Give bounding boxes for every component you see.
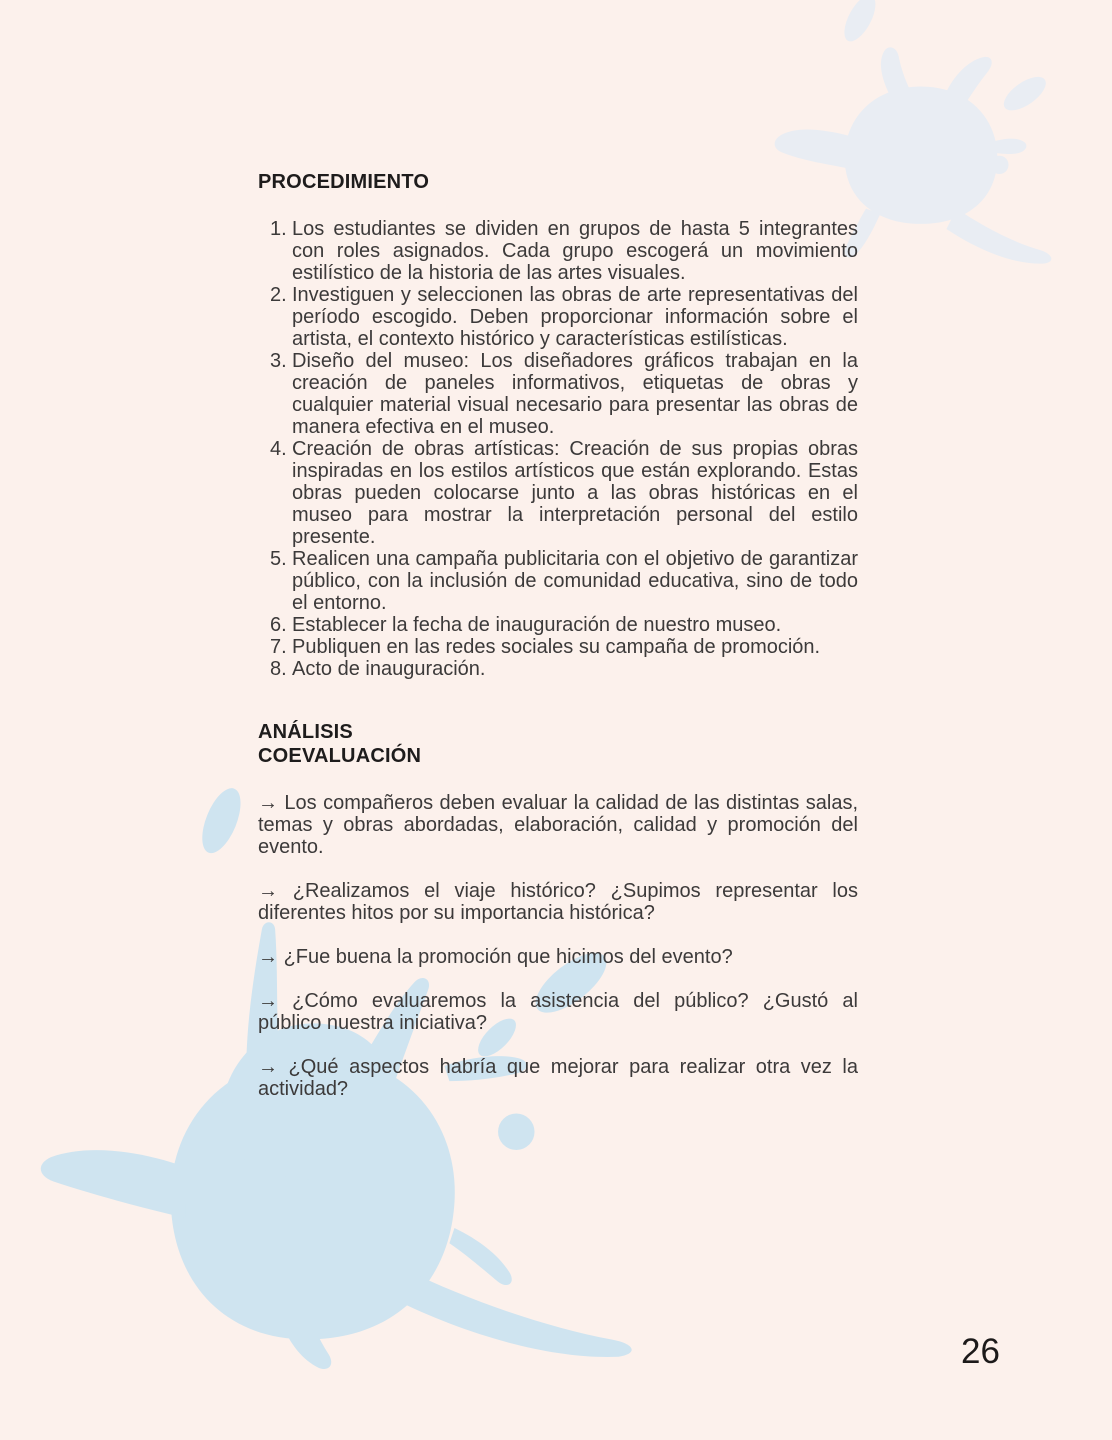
coevaluation-heading: COEVALUACIÓN bbox=[258, 745, 422, 767]
procedure-item: Los estudiantes se dividen en grupos de hasta 5 integrantes con roles asignados. Cada grupo escogerá un movimiento estilístico de la historia de las artes visuales. bbox=[292, 218, 858, 284]
arrow-icon: → bbox=[258, 990, 278, 1012]
analysis-point-text: ¿Realizamos el viaje histórico? ¿Supimos representar los diferentes hitos por su importancia histórica? bbox=[258, 880, 858, 924]
procedure-item: Establecer la fecha de inauguración de nuestro museo. bbox=[292, 614, 782, 636]
arrow-icon: → bbox=[258, 946, 278, 968]
procedure-item: Publiquen en las redes sociales su campaña de promoción. bbox=[292, 636, 821, 658]
procedure-item: Investiguen y seleccionen las obras de arte representativas del período escogido. Deben proporcionar información sobre el artista, el contexto histórico y características estilísticas. bbox=[292, 284, 858, 350]
analysis-heading: ANÁLISIS bbox=[258, 721, 353, 743]
procedure-item: Diseño del museo: Los diseñadores gráficos trabajan en la creación de paneles informativos, etiquetas de obras y cualquier material visual necesario para presentar las obras de manera efectiva en el museo. bbox=[292, 350, 858, 438]
analysis-point bbox=[258, 792, 858, 858]
arrow-icon: → bbox=[258, 880, 278, 902]
procedure-item: Acto de inauguración. bbox=[292, 658, 486, 680]
procedure-list bbox=[272, 218, 858, 680]
document-body bbox=[258, 170, 858, 1122]
procedure-item: Creación de obras artísticas: Creación de sus propias obras inspiradas en los estilos artísticos que están explorando. Estas obras pueden colocarse junto a las obras históricas en el museo para mostrar la interpretación personal del estilo presente. bbox=[292, 438, 858, 548]
analysis-point-text: ¿Qué aspectos habría que mejorar para realizar otra vez la actividad? bbox=[258, 1056, 858, 1100]
analysis-points bbox=[258, 792, 858, 1100]
analysis-point-text: ¿Cómo evaluaremos la asistencia del público? ¿Gustó al público nuestra iniciativa? bbox=[258, 990, 858, 1034]
analysis-point-text: Los compañeros deben evaluar la calidad de las distintas salas, temas y obras abordadas, elaboración, calidad y promoción del evento. bbox=[258, 792, 858, 858]
analysis-point bbox=[258, 880, 858, 924]
analysis-point bbox=[258, 946, 858, 968]
arrow-icon: → bbox=[258, 1056, 278, 1078]
arrow-icon: → bbox=[258, 792, 278, 814]
analysis-point-text: ¿Fue buena la promoción que hicimos del evento? bbox=[283, 946, 733, 968]
analysis-point bbox=[258, 990, 858, 1034]
procedure-item: Realicen una campaña publicitaria con el objetivo de garantizar público, con la inclusión de comunidad educativa, sino de todo el entorno. bbox=[292, 548, 858, 614]
analysis-point bbox=[258, 1056, 858, 1100]
analysis-heading-block bbox=[258, 720, 858, 768]
page-number: 26 bbox=[961, 1332, 1000, 1371]
procedure-heading: PROCEDIMIENTO bbox=[258, 171, 430, 193]
